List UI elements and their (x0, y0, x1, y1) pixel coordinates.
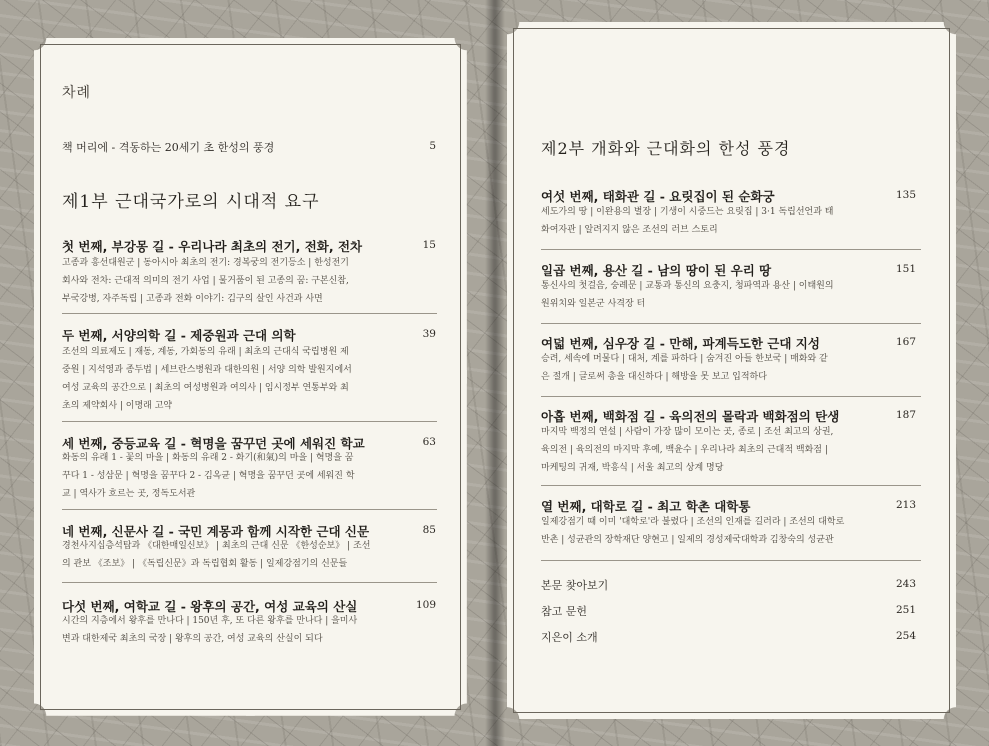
divider (62, 582, 437, 583)
divider (541, 560, 921, 561)
chapter-title: 네 번째, 신문사 길 - 국민 계몽과 함께 시작한 근대 신문 (62, 524, 370, 539)
chapter-page: 15 (422, 239, 436, 251)
desc-line: 세도가의 땅 | 이완용의 별장 | 기생이 시중드는 요릿집 | 3·1 독립선언과 태 (541, 207, 834, 217)
desc-line: 원위치와 일본군 사격장 터 (541, 299, 646, 309)
desc-line: 고종과 흥선대원군 | 동아시아 최초의 전기: 경복궁의 전기등소 | 한성전기 (62, 258, 349, 268)
desc-line: 교 | 역사가 흐르는 곳, 정독도서관 (62, 489, 196, 499)
chapter-desc (541, 350, 828, 386)
chapter-title: 여덟 번째, 심우장 길 - 만해, 파계득도한 근대 지성 (541, 336, 820, 351)
divider (541, 396, 921, 397)
appendix-author-page: 254 (895, 630, 916, 642)
appendix-index-page: 243 (895, 578, 916, 590)
desc-line: 회사와 전차: 근대적 의미의 전기 사업 | 물거품이 된 고종의 꿈: 구본신참, (62, 276, 349, 286)
chapter-title: 첫 번째, 부강몽 길 - 우리나라 최초의 전기, 전화, 전차 (62, 239, 363, 254)
desc-line: 경천사지십층석탑과 《대한매일신보》 | 최초의 근대 신문 《한성순보》 | 조선 (62, 541, 371, 551)
desc-line: 일제강점기 때 이미 '대학로'라 불렸다 | 조선의 인재를 길러라 | 조선의 대학로 (541, 517, 845, 527)
book-gutter (485, 0, 505, 746)
chapter-desc (62, 537, 370, 573)
chapter-page: 213 (895, 499, 916, 511)
chapter-title: 여섯 번째, 태화관 길 - 요릿집이 된 순화궁 (541, 189, 775, 204)
chapter-page: 109 (415, 599, 436, 611)
chapter-page: 151 (895, 263, 916, 275)
preface-page: 5 (429, 140, 436, 152)
desc-line: 초의 제약회사 | 이명래 고약 (62, 401, 173, 411)
appendix-index-title: 본문 찾아보기 (541, 579, 609, 592)
chapter-page: 167 (895, 336, 916, 348)
chapter-desc (62, 254, 349, 308)
chapter-page: 187 (895, 409, 916, 421)
chapter-desc (541, 513, 844, 549)
divider (62, 509, 437, 510)
chapter-desc (62, 612, 357, 648)
desc-line: 마케팅의 귀재, 박흥식 | 서울 최고의 상계 명당 (541, 463, 724, 473)
desc-line: 통신사의 첫걸음, 숭례문 | 교통과 통신의 요충지, 청파역과 용산 | 이태원의 (541, 281, 834, 291)
chapter-desc (541, 423, 833, 477)
chapter-desc (541, 203, 833, 239)
divider (541, 249, 921, 250)
desc-line: 승려, 세속에 머물다 | 대처, 계를 파하다 | 숨겨진 아들 한보국 | 매화와 같 (541, 354, 828, 364)
desc-line: 마지막 백정의 연설 | 사람이 가장 많이 모이는 곳, 종로 | 조선 최고의 상권, (541, 427, 834, 437)
desc-line: 여성 교육의 공간으로 | 최초의 여성병원과 여의사 | 임시정부 연통부와 최 (62, 383, 349, 393)
divider (541, 485, 921, 486)
chapter-page: 63 (422, 436, 436, 448)
desc-line: 화동의 유래 1 - 꽃의 마을 | 화동의 유래 2 - 화기(和氣)의 마을 | 혁명을 꿈 (62, 453, 354, 463)
appendix-references-title: 참고 문헌 (541, 605, 588, 618)
appendix-author-title: 지은이 소개 (541, 631, 598, 644)
desc-line: 반촌 | 성균관의 장학재단 양현고 | 일제의 경성제국대학과 김창숙의 성균관 (541, 535, 834, 545)
chapter-title: 세 번째, 중등교육 길 - 혁명을 꿈꾸던 곳에 세워진 학교 (62, 436, 365, 451)
desc-line: 의 관보 《조보》 | 《독립신문》과 독립협회 활동 | 일제강점기의 신문들 (62, 559, 348, 569)
preface-title: 책 머리에 - 격동하는 20세기 초 한성의 풍경 (62, 141, 275, 154)
chapter-desc (62, 449, 355, 503)
desc-line: 중원 | 지석영과 종두법 | 세브란스병원과 대한의원 | 서양 의학 발원지에서 (62, 365, 352, 375)
part2-title: 제2부 개화와 근대화의 한성 풍경 (541, 139, 791, 158)
chapter-desc (541, 277, 834, 313)
desc-line: 부국강병, 자주독립 | 고종과 전화 이야기: 김구의 살인 사건과 사면 (62, 294, 323, 304)
chapter-page: 39 (422, 328, 436, 340)
chapter-title: 열 번째, 대학로 길 - 최고 학촌 대학통 (541, 499, 751, 514)
appendix-references-page: 251 (895, 604, 916, 616)
chapter-desc (62, 343, 352, 415)
desc-line: 조선의 의료제도 | 재동, 계동, 가회동의 유래 | 최초의 근대식 국립병원 제 (62, 347, 349, 357)
desc-line: 꾸다 1 - 성삼문 | 혁명을 꿈꾸다 2 - 김옥균 | 혁명을 꿈꾸던 곳에 세워진 학 (62, 471, 355, 481)
chapter-title: 두 번째, 서양의학 길 - 제중원과 근대 의학 (62, 328, 296, 343)
divider (62, 421, 437, 422)
desc-line: 육의전 | 육의전의 마지막 후예, 백윤수 | 우리나라 최초의 근대적 백화점 | (541, 445, 828, 455)
chapter-title: 아홉 번째, 백화점 길 - 육의전의 몰락과 백화점의 탄생 (541, 409, 840, 424)
desc-line: 화여자관 | 알려지지 않은 조선의 러브 스토리 (541, 225, 718, 235)
divider (541, 323, 921, 324)
divider (62, 313, 437, 314)
contents-heading: 차례 (62, 85, 92, 101)
part1-title: 제1부 근대국가로의 시대적 요구 (62, 192, 320, 212)
desc-line: 변과 대한제국 최초의 국장 | 왕후의 공간, 여성 교육의 산실이 되다 (62, 634, 323, 644)
chapter-title: 다섯 번째, 여학교 길 - 왕후의 공간, 여성 교육의 산실 (62, 599, 358, 614)
desc-line: 시간의 지층에서 왕후를 만나다 | 150년 후, 또 다른 왕후를 만나다 | 을미사 (62, 616, 358, 626)
chapter-page: 85 (422, 524, 436, 536)
chapter-page: 135 (895, 189, 916, 201)
chapter-title: 일곱 번째, 용산 길 - 남의 땅이 된 우리 땅 (541, 263, 772, 278)
desc-line: 은 절개 | 글로써 총을 대신하다 | 해방을 못 보고 입적하다 (541, 372, 767, 382)
